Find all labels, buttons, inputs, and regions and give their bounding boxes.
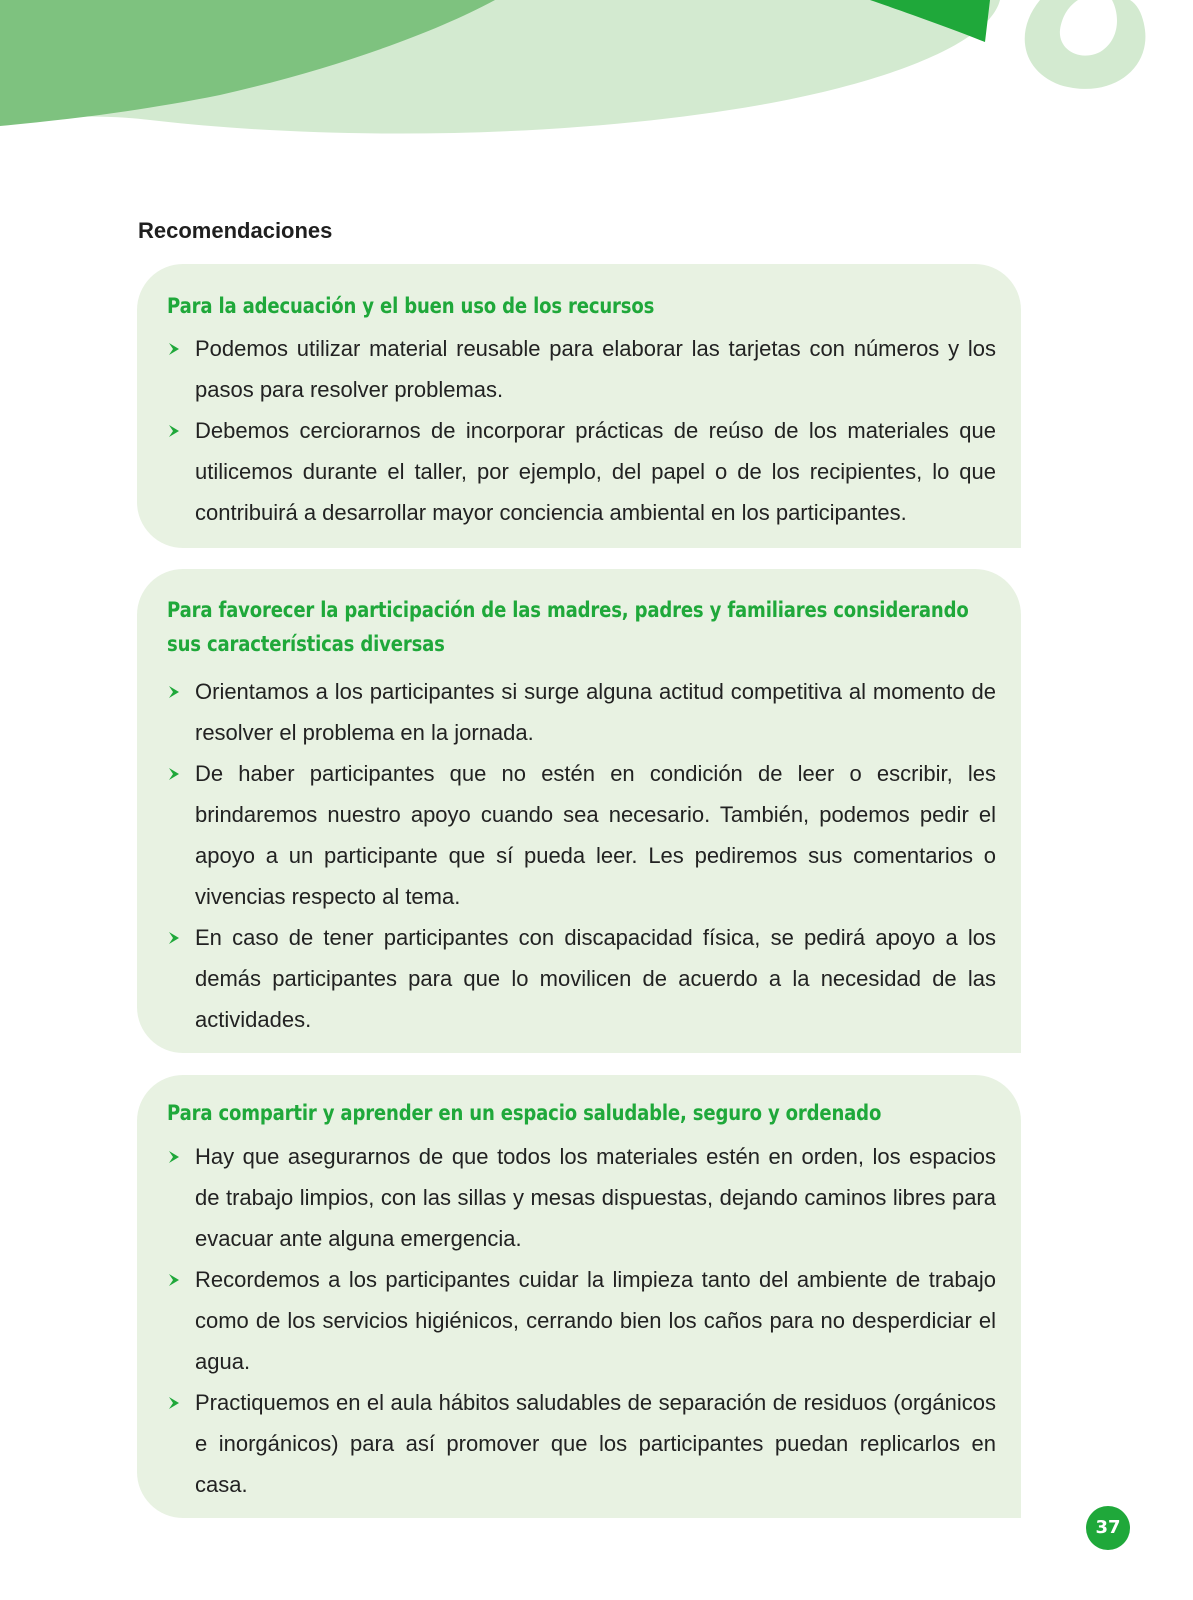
page-number-badge: 37	[1086, 1506, 1130, 1550]
list-item-text: En caso de tener participantes con discapacidad física, se pedirá apoyo a los demás participantes para que lo movilicen de acuerdo a la necesidad de las actividades.	[195, 925, 996, 1032]
list-item	[167, 1136, 996, 1259]
chevron-right-icon	[167, 931, 181, 945]
list-item	[167, 410, 996, 533]
list-item-text: Orientamos a los participantes si surge alguna actitud competitiva al momento de resolver el problema en la jornada.	[195, 679, 996, 745]
list-item	[167, 328, 996, 410]
box-heading: Para la adecuación y el buen uso de los recursos	[167, 294, 655, 318]
list-item-text: Recordemos a los participantes cuidar la limpieza tanto del ambiente de trabajo como de los servicios higiénicos, cerrando bien los caños para no desperdiciar el agua.	[195, 1267, 996, 1374]
chevron-right-icon	[167, 767, 181, 781]
list-item	[167, 1382, 996, 1505]
recommendation-list	[167, 328, 996, 533]
chevron-right-icon	[167, 1273, 181, 1287]
recommendation-box-resources	[137, 264, 1021, 548]
chevron-right-icon	[167, 1396, 181, 1410]
chevron-right-icon	[167, 1150, 181, 1164]
list-item	[167, 917, 996, 1040]
list-item	[167, 1259, 996, 1382]
list-item-text: Podemos utilizar material reusable para elaborar las tarjetas con números y los pasos para resolver problemas.	[195, 336, 996, 402]
chevron-right-icon	[167, 424, 181, 438]
list-item	[167, 671, 996, 753]
box-heading: Para compartir y aprender en un espacio saludable, seguro y ordenado	[167, 1101, 882, 1125]
header-wave-decoration	[0, 0, 1193, 150]
list-item-text: Practiquemos en el aula hábitos saludables de separación de residuos (orgánicos e inorgánicos) para así promover que los participantes puedan replicarlos en casa.	[195, 1390, 996, 1497]
chevron-right-icon	[167, 342, 181, 356]
page-title: Recomendaciones	[138, 218, 333, 243]
list-item-text: Hay que asegurarnos de que todos los materiales estén en orden, los espacios de trabajo limpios, con las sillas y mesas dispuestas, dejando caminos libres para evacuar ante alguna emergencia.	[195, 1144, 996, 1251]
recommendation-box-safe-space	[137, 1075, 1021, 1518]
list-item-text: De haber participantes que no estén en condición de leer o escribir, les brindaremos nuestro apoyo cuando sea necesario. También, podemos pedir el apoyo a un participante que sí pueda leer. Les pediremos sus comentarios o vivencias respecto al tema.	[195, 761, 996, 909]
recommendation-list	[167, 671, 996, 1040]
list-item	[167, 753, 996, 917]
recommendation-box-participation	[137, 569, 1021, 1053]
chevron-right-icon	[167, 685, 181, 699]
box-heading: Para favorecer la participación de las madres, padres y familiares considerando sus características diversas	[167, 598, 969, 656]
list-item-text: Debemos cerciorarnos de incorporar prácticas de reúso de los materiales que utilicemos durante el taller, por ejemplo, del papel o de los recipientes, lo que contribuirá a desarrollar mayor conciencia ambiental en los participantes.	[195, 418, 996, 525]
recommendation-list	[167, 1136, 996, 1505]
